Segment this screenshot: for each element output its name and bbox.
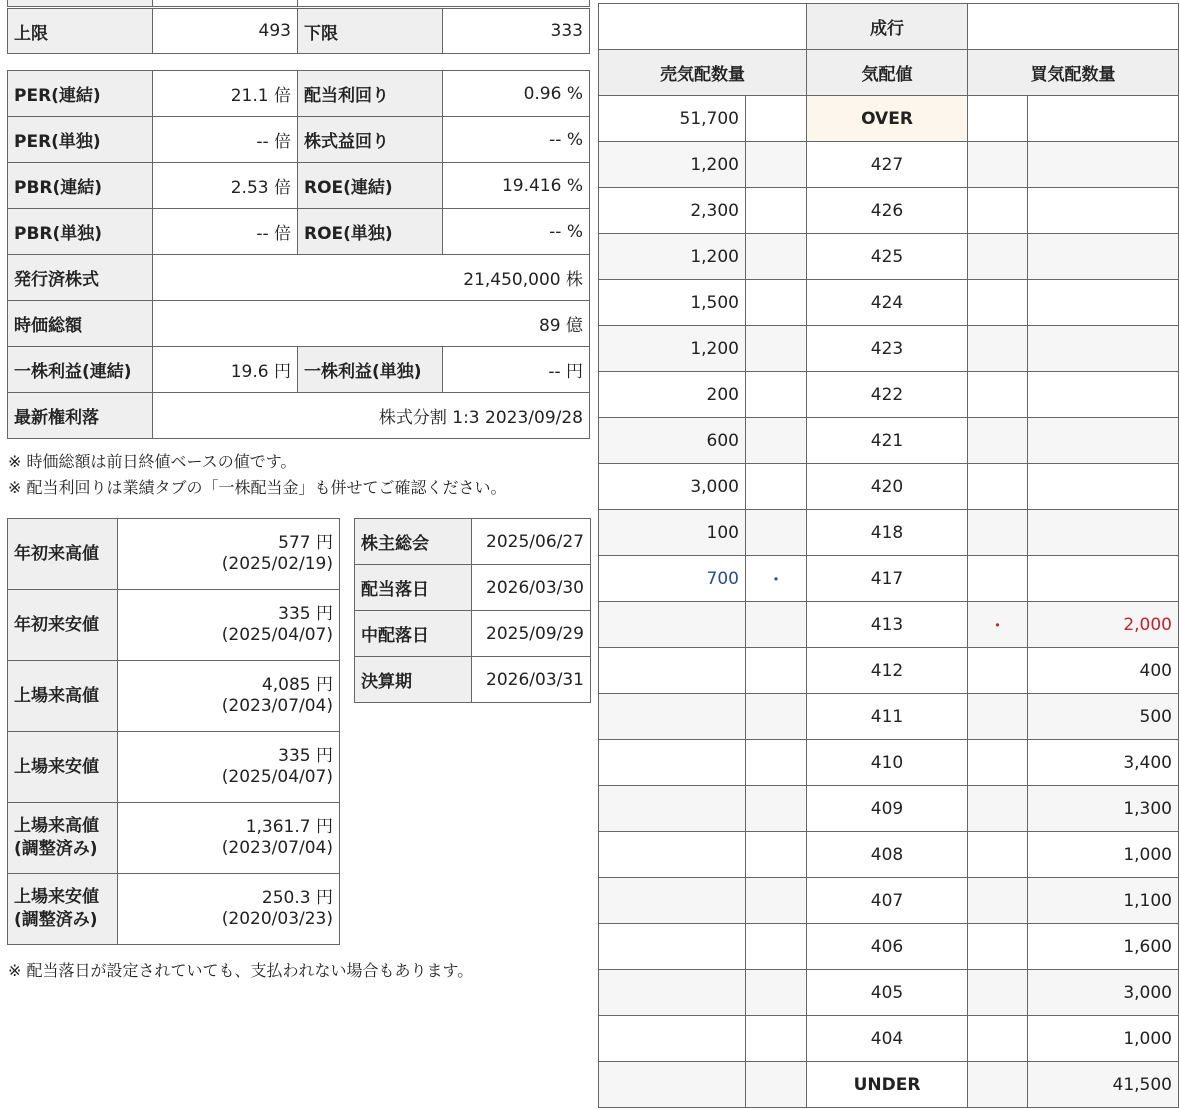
lower-limit-value: 333: [443, 9, 590, 54]
ask-qty-cell[interactable]: 1,500: [599, 280, 746, 326]
roe-consolidated-value: 19.416 %: [443, 163, 590, 209]
order-book-table: [598, 3, 1179, 1108]
bid-qty-cell[interactable]: 1,000: [1028, 832, 1179, 878]
pbr-single-label: PBR(単独): [8, 209, 153, 255]
schedule-row: [355, 611, 591, 657]
price-cell[interactable]: 405: [807, 970, 968, 1016]
ask-qty-cell[interactable]: 51,700: [599, 96, 746, 142]
order-book-row: [599, 188, 1179, 234]
bid-qty-cell[interactable]: [1028, 556, 1179, 602]
ask-marker-cell: [746, 280, 807, 326]
ask-qty-cell[interactable]: 3,000: [599, 464, 746, 510]
bid-marker-cell: [968, 188, 1028, 234]
ask-qty-cell[interactable]: [599, 970, 746, 1016]
high-low-label: [8, 874, 118, 945]
top-stub-table: [7, 0, 590, 7]
order-book-row: [599, 740, 1179, 786]
ask-qty-cell[interactable]: 2,300: [599, 188, 746, 234]
high-low-date: (2025/04/07): [221, 625, 333, 645]
schedule-value: 2025/09/29: [472, 611, 591, 657]
bid-qty-cell[interactable]: [1028, 280, 1179, 326]
schedule-value: 2025/06/27: [472, 519, 591, 565]
high-low-price: 250.3 円: [261, 887, 333, 908]
order-book-row: [599, 694, 1179, 740]
eps-consolidated-label: 一株利益(連結): [8, 347, 153, 393]
shares-issued-label: 発行済株式: [8, 255, 153, 301]
high-low-date: (2023/07/04): [221, 838, 333, 858]
schedule-row: [355, 519, 591, 565]
bid-qty-header: 買気配数量: [968, 50, 1179, 96]
price-cell[interactable]: 412: [807, 648, 968, 694]
earnings-yield-label: 株式益回り: [298, 117, 443, 163]
high-low-label: [8, 590, 118, 661]
bid-marker-cell: [968, 418, 1028, 464]
bid-marker-cell: [968, 786, 1028, 832]
upper-limit-value: 493: [153, 9, 298, 54]
ask-qty-cell[interactable]: [599, 1062, 746, 1108]
bid-qty-cell[interactable]: 3,400: [1028, 740, 1179, 786]
price-header: 気配値: [807, 50, 968, 96]
dividend-yield-label: 配当利回り: [298, 71, 443, 117]
high-low-label: [8, 661, 118, 732]
high-low-row: [8, 519, 340, 590]
ask-qty-cell[interactable]: [599, 694, 746, 740]
bid-qty-cell[interactable]: [1028, 418, 1179, 464]
bid-qty-cell[interactable]: 1,300: [1028, 786, 1179, 832]
high-low-date: (2025/02/19): [221, 554, 333, 574]
per-single-value: -- 倍: [153, 117, 298, 163]
order-book-row: [599, 1062, 1179, 1108]
bid-marker-cell: [968, 326, 1028, 372]
price-cell[interactable]: 407: [807, 878, 968, 924]
high-low-label-main: 上場来高値: [14, 685, 99, 706]
high-low-value: [118, 590, 340, 661]
high-low-row: [8, 874, 340, 945]
ask-marker-cell: [746, 1062, 807, 1108]
bid-marker-cell: [968, 740, 1028, 786]
bid-qty-cell[interactable]: [1028, 326, 1179, 372]
price-cell[interactable]: 417: [807, 556, 968, 602]
high-low-label-main: 上場来安値: [14, 887, 99, 908]
price-cell[interactable]: 425: [807, 234, 968, 280]
lower-limit-label: 下限: [298, 9, 443, 54]
order-book-row: [599, 96, 1179, 142]
bid-qty-cell[interactable]: [1028, 510, 1179, 556]
high-low-price: 335 円: [278, 745, 333, 766]
order-book-row: [599, 556, 1179, 602]
ask-marker-cell: [746, 648, 807, 694]
ask-qty-cell[interactable]: [599, 832, 746, 878]
schedule-row: [355, 657, 591, 703]
price-cell[interactable]: 420: [807, 464, 968, 510]
roe-consolidated-label: ROE(連結): [298, 163, 443, 209]
ex-rights-value: 株式分割 1:3 2023/09/28: [153, 393, 590, 439]
high-low-price: 1,361.7 円: [245, 816, 333, 837]
high-low-row: [8, 661, 340, 732]
order-book-row: [599, 924, 1179, 970]
bid-marker-cell: [968, 280, 1028, 326]
price-cell[interactable]: 404: [807, 1016, 968, 1062]
bid-marker-cell: [968, 1062, 1028, 1108]
pbr-single-value: -- 倍: [153, 209, 298, 255]
ask-qty-header: 売気配数量: [599, 50, 807, 96]
order-book-row: [599, 832, 1179, 878]
ask-marker-cell: [746, 510, 807, 556]
high-low-row: [8, 732, 340, 803]
high-low-label: [8, 732, 118, 803]
bid-marker-cell: [968, 878, 1028, 924]
schedule-row: [355, 565, 591, 611]
shares-issued-value: 21,450,000 株: [153, 255, 590, 301]
bid-marker-cell: [968, 1016, 1028, 1062]
ask-marker-cell: [746, 970, 807, 1016]
per-single-label: PER(単独): [8, 117, 153, 163]
bid-marker-cell: [968, 602, 1028, 648]
price-cell[interactable]: 427: [807, 142, 968, 188]
ask-marker-cell: [746, 602, 807, 648]
ask-qty-cell[interactable]: [599, 878, 746, 924]
eps-single-value: -- 円: [443, 347, 590, 393]
bid-marker-cell: [968, 510, 1028, 556]
bid-marker-cell: [968, 234, 1028, 280]
price-limit-table: [7, 8, 590, 54]
high-low-value: [118, 661, 340, 732]
ask-qty-cell[interactable]: 200: [599, 372, 746, 418]
high-low-price: 577 円: [278, 532, 333, 553]
ask-marker-cell: [746, 142, 807, 188]
order-book-row: [599, 280, 1179, 326]
price-cell[interactable]: 413: [807, 602, 968, 648]
bid-marker-cell: [968, 970, 1028, 1016]
eps-single-label: 一株利益(単独): [298, 347, 443, 393]
upper-limit-label: 上限: [8, 9, 153, 54]
high-low-row: [8, 803, 340, 874]
ask-qty-cell[interactable]: 1,200: [599, 142, 746, 188]
roe-single-label: ROE(単独): [298, 209, 443, 255]
roe-single-value: -- %: [443, 209, 590, 255]
ex-rights-label: 最新権利落: [8, 393, 153, 439]
high-low-price: 335 円: [278, 603, 333, 624]
best-bid-marker: ・: [988, 615, 1007, 637]
high-low-date: (2025/04/07): [221, 767, 333, 787]
ask-marker-cell: [746, 418, 807, 464]
bid-marker-cell: [968, 96, 1028, 142]
schedule-label: 中配落日: [355, 611, 472, 657]
order-book-row: [599, 970, 1179, 1016]
ask-qty-cell[interactable]: [599, 1016, 746, 1062]
order-book-row: [599, 372, 1179, 418]
high-low-label: [8, 519, 118, 590]
bid-qty-cell[interactable]: [1028, 142, 1179, 188]
pbr-consolidated-value: 2.53 倍: [153, 163, 298, 209]
order-book-row: [599, 464, 1179, 510]
high-low-value: [118, 732, 340, 803]
note-ex-dividend: ※ 配当落日が設定されていても、支払われない場合もあります。: [8, 961, 474, 980]
note-market-cap: ※ 時価総額は前日終値ベースの値です。: [8, 452, 297, 471]
ask-qty-cell[interactable]: [599, 924, 746, 970]
ask-qty-cell[interactable]: 1,200: [599, 234, 746, 280]
ask-qty-cell[interactable]: [599, 602, 746, 648]
high-low-value: [118, 874, 340, 945]
bid-qty-cell[interactable]: 1,600: [1028, 924, 1179, 970]
best-ask-marker: ・: [767, 569, 785, 591]
schedule-table: [354, 518, 591, 703]
schedule-value: 2026/03/30: [472, 565, 591, 611]
ask-qty-cell[interactable]: [599, 648, 746, 694]
schedule-label: 株主総会: [355, 519, 472, 565]
order-book-row: [599, 510, 1179, 556]
high-low-row: [8, 590, 340, 661]
bid-marker-cell: [968, 372, 1028, 418]
market-cap-value: 89 億: [153, 301, 590, 347]
bid-marker-cell: [968, 142, 1028, 188]
bid-qty-cell[interactable]: 400: [1028, 648, 1179, 694]
high-low-value: [118, 519, 340, 590]
bid-qty-cell[interactable]: [1028, 234, 1179, 280]
ask-marker-cell: [746, 740, 807, 786]
price-cell[interactable]: 410: [807, 740, 968, 786]
ask-qty-cell[interactable]: 600: [599, 418, 746, 464]
ask-qty-cell[interactable]: [599, 740, 746, 786]
pbr-consolidated-label: PBR(連結): [8, 163, 153, 209]
market-order-label: 成行: [807, 4, 968, 50]
order-book-row: [599, 648, 1179, 694]
ask-marker-cell: [746, 832, 807, 878]
price-cell[interactable]: 423: [807, 326, 968, 372]
schedule-label: 配当落日: [355, 565, 472, 611]
bid-qty-cell[interactable]: [1028, 96, 1179, 142]
ask-marker-cell: [746, 1016, 807, 1062]
ask-marker-cell: [746, 96, 807, 142]
bid-marker-cell: [968, 832, 1028, 878]
bid-qty-cell[interactable]: 500: [1028, 694, 1179, 740]
price-cell[interactable]: OVER: [807, 96, 968, 142]
high-low-label-main: 年初来安値: [14, 614, 99, 635]
ask-marker-cell: [746, 786, 807, 832]
ask-marker-cell: [746, 234, 807, 280]
bid-qty-cell[interactable]: 41,500: [1028, 1062, 1179, 1108]
ask-marker-cell: [746, 464, 807, 510]
bid-qty-cell[interactable]: 2,000: [1028, 602, 1179, 648]
high-low-table: [7, 518, 340, 945]
ask-qty-cell[interactable]: [599, 786, 746, 832]
order-book-blank-left: [599, 4, 807, 50]
dividend-yield-value: 0.96 %: [443, 71, 590, 117]
bid-marker-cell: [968, 924, 1028, 970]
per-consolidated-label: PER(連結): [8, 71, 153, 117]
high-low-label-main: 上場来高値: [14, 816, 99, 837]
valuation-table: [7, 70, 590, 439]
ask-marker-cell: [746, 556, 807, 602]
high-low-value: [118, 803, 340, 874]
per-consolidated-value: 21.1 倍: [153, 71, 298, 117]
high-low-label: [8, 803, 118, 874]
order-book-blank-right: [968, 4, 1179, 50]
market-cap-label: 時価総額: [8, 301, 153, 347]
high-low-date: (2023/07/04): [221, 696, 333, 716]
eps-consolidated-value: 19.6 円: [153, 347, 298, 393]
ask-marker-cell: [746, 188, 807, 234]
ask-marker-cell: [746, 924, 807, 970]
ask-marker-cell: [746, 372, 807, 418]
high-low-date: (2020/03/23): [221, 909, 333, 929]
high-low-label-main: 年初来高値: [14, 543, 99, 564]
order-book-row: [599, 1016, 1179, 1062]
order-book-row: [599, 142, 1179, 188]
order-book-row: [599, 786, 1179, 832]
price-cell[interactable]: 406: [807, 924, 968, 970]
price-cell[interactable]: 411: [807, 694, 968, 740]
price-cell[interactable]: 422: [807, 372, 968, 418]
bid-marker-cell: [968, 694, 1028, 740]
ask-qty-cell[interactable]: 700: [599, 556, 746, 602]
ask-qty-cell[interactable]: 1,200: [599, 326, 746, 372]
price-cell[interactable]: 421: [807, 418, 968, 464]
bid-qty-cell[interactable]: [1028, 464, 1179, 510]
bid-marker-cell: [968, 556, 1028, 602]
bid-qty-cell[interactable]: 3,000: [1028, 970, 1179, 1016]
order-book-row: [599, 326, 1179, 372]
note-dividend-yield: ※ 配当利回りは業績タブの「一株配当金」も併せてご確認ください。: [8, 478, 507, 497]
high-low-label-sub: (調整済み): [14, 839, 98, 859]
order-book-row: [599, 602, 1179, 648]
price-cell[interactable]: 426: [807, 188, 968, 234]
bid-qty-cell[interactable]: 1,000: [1028, 1016, 1179, 1062]
bid-marker-cell: [968, 648, 1028, 694]
high-low-label-sub: (調整済み): [14, 910, 98, 930]
order-book-row: [599, 234, 1179, 280]
order-book-row: [599, 878, 1179, 924]
high-low-price: 4,085 円: [261, 674, 333, 695]
schedule-label: 決算期: [355, 657, 472, 703]
ask-marker-cell: [746, 326, 807, 372]
price-cell[interactable]: 418: [807, 510, 968, 556]
ask-marker-cell: [746, 694, 807, 740]
bid-qty-cell[interactable]: 1,100: [1028, 878, 1179, 924]
price-cell[interactable]: 409: [807, 786, 968, 832]
bid-marker-cell: [968, 464, 1028, 510]
ask-qty-cell[interactable]: 100: [599, 510, 746, 556]
price-cell[interactable]: 408: [807, 832, 968, 878]
high-low-label-main: 上場来安値: [14, 756, 99, 777]
price-cell[interactable]: 424: [807, 280, 968, 326]
bid-qty-cell[interactable]: [1028, 188, 1179, 234]
earnings-yield-value: -- %: [443, 117, 590, 163]
ask-marker-cell: [746, 878, 807, 924]
schedule-value: 2026/03/31: [472, 657, 591, 703]
order-book-row: [599, 418, 1179, 464]
price-cell[interactable]: UNDER: [807, 1062, 968, 1108]
bid-qty-cell[interactable]: [1028, 372, 1179, 418]
